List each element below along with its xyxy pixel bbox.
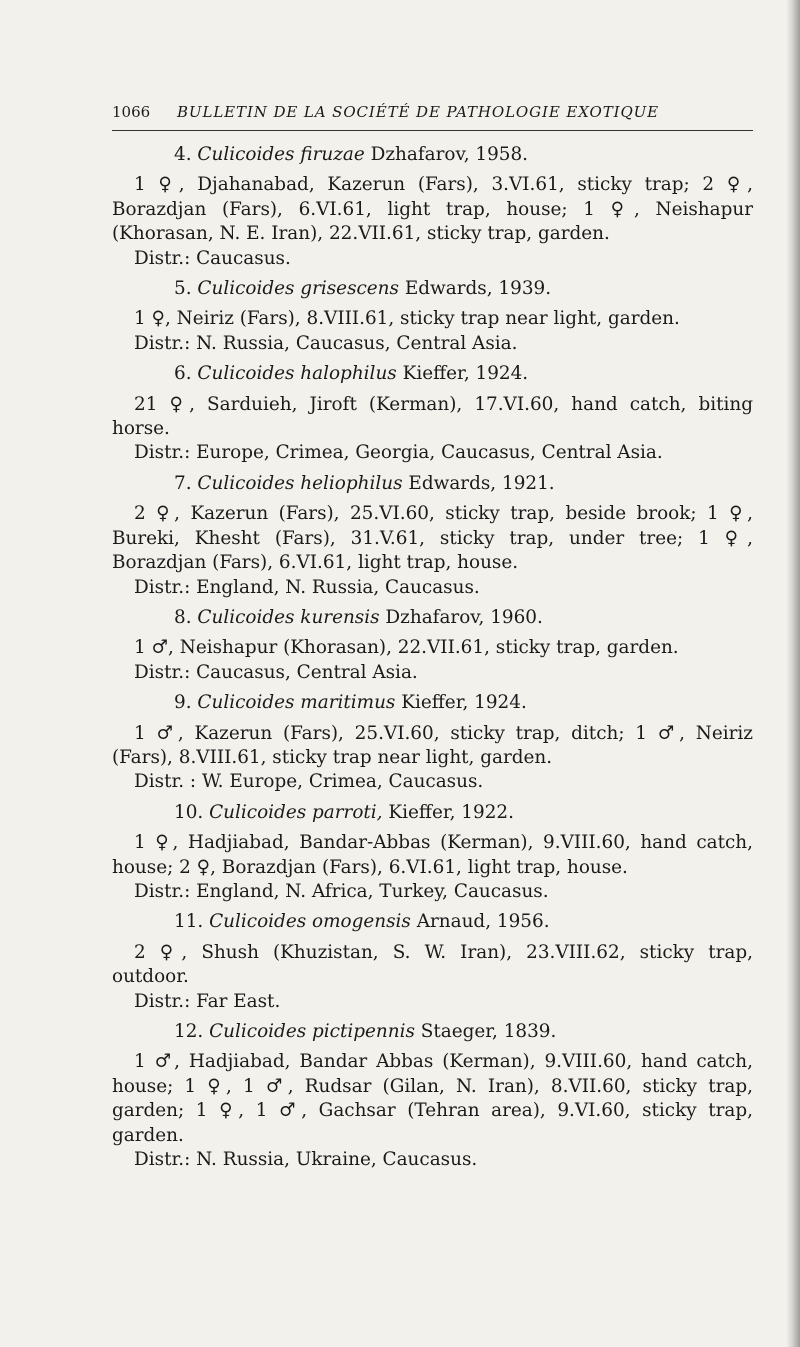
species-entry xyxy=(112,606,753,685)
collection-record: 2 ♀, Shush (Khuzistan, S. W. Iran), 23.VIII.62, sticky trap, outdoor. xyxy=(112,941,753,988)
distribution-line: Distr.: Europe, Crimea, Georgia, Caucasus, Central Asia. xyxy=(134,442,663,464)
species-number: 4. xyxy=(174,144,192,165)
page-edge-shadow xyxy=(786,0,800,1347)
species-authority: Edwards, 1939. xyxy=(404,278,552,300)
species-epithet: maritimus xyxy=(300,692,396,714)
species-heading xyxy=(112,801,753,825)
collection-record: 1 ♂, Hadjiabad, Bandar Abbas (Kerman), 9.VIII.60, hand catch, house; 1 ♀, 1 ♂, Rudsar (Gilan, N. Iran), 8.VII.60, sticky trap, garden; 1 ♀, 1 ♂, Gachsar (Tehran area), 9.VI.60, sticky trap, garden. xyxy=(112,1051,753,1146)
species-heading xyxy=(112,143,753,167)
species-authority: Kieffer, 1924. xyxy=(402,363,529,385)
species-authority: Dzhafarov, 1958. xyxy=(370,144,529,165)
species-authority: Kieffer, 1922. xyxy=(388,801,514,823)
species-number: 7. xyxy=(174,472,192,494)
species-list xyxy=(112,143,753,1172)
species-authority: Dzhafarov, 1960. xyxy=(385,606,543,628)
collection-record: 1 ♀, Neiriz (Fars), 8.VIII.61, sticky trap near light, garden. xyxy=(134,308,680,330)
species-entry xyxy=(112,472,753,600)
distribution-line: Distr.: England, N. Africa, Turkey, Caucasus. xyxy=(134,880,549,902)
collection-record: 1 ♀, Hadjiabad, Bandar-Abbas (Kerman), 9.VIII.60, hand catch, house; 2 ♀, Borazdjan (Fars), 6.VI.61, light trap, house. xyxy=(112,832,753,878)
genus-name: Culicoides xyxy=(197,278,295,300)
genus-name: Culicoides xyxy=(209,801,307,823)
species-entry xyxy=(112,143,753,271)
genus-name: Culicoides xyxy=(209,1021,307,1042)
species-number: 9. xyxy=(174,692,192,714)
distribution-line: Distr.: N. Russia, Ukraine, Caucasus. xyxy=(134,1149,478,1171)
species-epithet: firuzae xyxy=(300,144,365,165)
distribution-line: Distr. : W. Europe, Crimea, Caucasus. xyxy=(134,771,484,793)
collection-record: 1 ♂, Kazerun (Fars), 25.VI.60, sticky trap, ditch; 1 ♂, Neiriz (Fars), 8.VIII.61, sticky trap near light, garden. xyxy=(112,722,753,768)
species-number: 10. xyxy=(174,801,204,823)
species-epithet: halophilus xyxy=(300,363,397,385)
species-epithet: grisescens xyxy=(300,278,399,300)
species-entry xyxy=(112,1020,753,1172)
species-epithet: heliophilus xyxy=(300,472,403,494)
species-entry xyxy=(112,801,753,905)
journal-title: BULLETIN DE LA SOCIÉTÉ DE PATHOLOGIE EXOTIQUE xyxy=(177,103,660,121)
species-authority: Kieffer, 1924. xyxy=(401,692,527,714)
species-heading xyxy=(112,277,753,301)
collection-record: 1 ♀, Djahanabad, Kazerun (Fars), 3.VI.61, sticky trap; 2 ♀, Borazdjan (Fars), 6.VI.61, light trap, house; 1 ♀, Neishapur (Khorasan, N. E. Iran), 22.VII.61, sticky trap, garden. xyxy=(112,174,753,245)
species-heading xyxy=(112,1020,753,1044)
species-heading xyxy=(112,606,753,630)
header-rule xyxy=(112,130,753,131)
species-entry xyxy=(112,277,753,356)
running-header xyxy=(112,99,752,129)
species-entry xyxy=(112,691,753,795)
species-heading xyxy=(112,691,753,715)
species-number: 8. xyxy=(174,606,192,628)
collection-record: 1 ♂, Neishapur (Khorasan), 22.VII.61, sticky trap, garden. xyxy=(134,637,679,659)
genus-name: Culicoides xyxy=(197,144,295,165)
species-heading xyxy=(112,910,753,934)
species-entry xyxy=(112,362,753,466)
species-epithet: parroti, xyxy=(312,801,383,823)
species-epithet: pictipennis xyxy=(312,1021,415,1042)
species-epithet: kurensis xyxy=(300,606,380,628)
genus-name: Culicoides xyxy=(197,692,295,714)
genus-name: Culicoides xyxy=(197,363,295,385)
genus-name: Culicoides xyxy=(197,472,295,494)
species-authority: Edwards, 1921. xyxy=(408,472,555,494)
species-number: 12. xyxy=(174,1021,204,1042)
genus-name: Culicoides xyxy=(209,911,307,933)
distribution-line: Distr.: Caucasus. xyxy=(134,247,291,269)
distribution-line: Distr.: N. Russia, Caucasus, Central Asia. xyxy=(134,332,518,354)
species-heading xyxy=(112,362,753,386)
species-authority: Arnaud, 1956. xyxy=(416,911,550,933)
species-number: 6. xyxy=(174,363,192,385)
page-number: 1066 xyxy=(112,103,151,121)
species-heading xyxy=(112,472,753,496)
species-number: 11. xyxy=(174,911,204,933)
distribution-line: Distr.: Caucasus, Central Asia. xyxy=(134,661,418,683)
distribution-line: Distr.: Far East. xyxy=(134,990,281,1012)
species-authority: Staeger, 1839. xyxy=(420,1021,557,1042)
species-epithet: omogensis xyxy=(312,911,411,933)
species-entry xyxy=(112,910,753,1014)
distribution-line: Distr.: England, N. Russia, Caucasus. xyxy=(134,576,480,598)
species-number: 5. xyxy=(174,278,192,300)
genus-name: Culicoides xyxy=(197,606,295,628)
collection-record: 2 ♀, Kazerun (Fars), 25.VI.60, sticky trap, beside brook; 1 ♀, Bureki, Khesht (Fars), 31.V.61, sticky trap, under tree; 1 ♀, Borazdjan (Fars), 6.VI.61, light trap, house. xyxy=(112,503,753,574)
collection-record: 21 ♀, Sarduieh, Jiroft (Kerman), 17.VI.60, hand catch, biting horse. xyxy=(112,393,753,440)
